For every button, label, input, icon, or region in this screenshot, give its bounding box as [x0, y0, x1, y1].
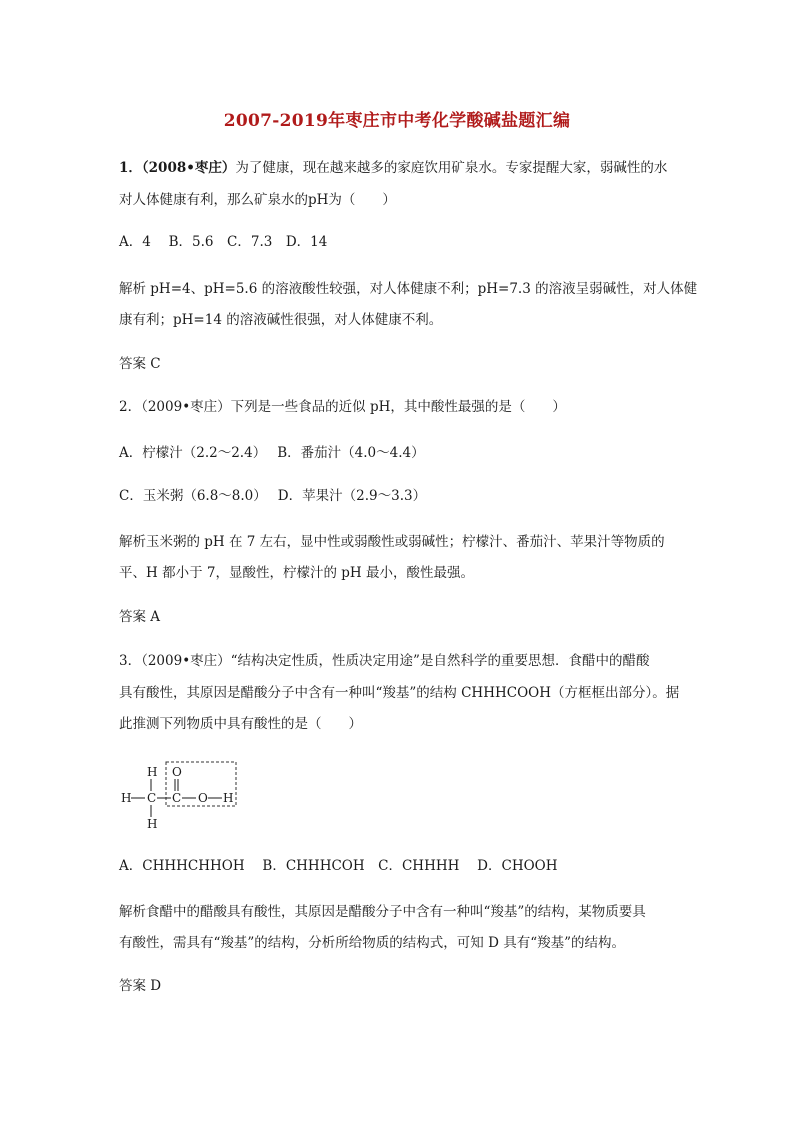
q1-options: A．4 B．5.6 C．7.3 D．14	[119, 234, 328, 250]
q2-options-line1: A．柠檬汁（2.2～2.4） B．番茄汁（4.0～4.4）	[119, 445, 425, 461]
q1-analysis-line1: 解析 pH=4、pH=5.6 的溶液酸性较强，对人体健康不利；pH=7.3 的溶液呈弱碱性，对人体健	[119, 281, 698, 297]
q3-stem-line1: 3．（2009•枣庄）“结构决定性质，性质决定用途”是自然科学的重要思想．食醋中的醋酸	[119, 653, 650, 669]
formula-h-top: H	[147, 765, 158, 779]
q2-options-line2: C．玉米粥（6.8～8.0） D．苹果汁（2.9～3.3）	[119, 488, 427, 504]
q1-number: 1．	[119, 160, 142, 176]
formula-h-left: H	[121, 791, 132, 805]
formula-h-right: H	[223, 791, 234, 805]
q3-answer: 答案 D	[119, 978, 162, 994]
q2-analysis-line2: 平、H 都小于 7，显酸性，柠檬汁的 pH 最小，酸性最强。	[119, 565, 474, 581]
formula-o-right: O	[198, 791, 208, 805]
q2-stem: 2．（2009•枣庄）下列是一些食品的近似 pH，其中酸性最强的是（ ）	[119, 399, 566, 415]
q3-analysis-line2: 有酸性，需具有“羧基”的结构，分析所给物质的结构式，可知 D 具有“羧基”的结构。	[119, 935, 626, 951]
q3-options: A．CHHHCHHOH B．CHHHCOH C．CHHHH D．CHOOH	[119, 858, 558, 874]
q1-source: （2008•枣庄）	[141, 160, 236, 176]
q3-stem-line3: 此推测下列物质中具有酸性的是（ ）	[119, 716, 362, 732]
q1-analysis-line2: 康有利；pH=14 的溶液碱性很强，对人体健康不利。	[119, 312, 443, 328]
formula-o-top: O	[172, 765, 182, 779]
q2-answer: 答案 A	[119, 609, 161, 625]
q1-stem-line2: 对人体健康有利，那么矿泉水的pH为（ ）	[119, 192, 396, 208]
q2-analysis-line1: 解析玉米粥的 pH 在 7 左右，显中性或弱酸性或弱碱性；柠檬汁、番茄汁、苹果汁等物质的	[119, 534, 665, 550]
q1-stem-line1	[119, 159, 679, 177]
formula-c2: C	[172, 791, 182, 805]
q1-answer: 答案 C	[119, 356, 161, 372]
q1-stem-text: 为了健康，现在越来越多的家庭饮用矿泉水。专家提醒大家，弱碱性的水	[235, 160, 668, 176]
formula-c1: C	[147, 791, 157, 805]
formula-h-bottom: H	[147, 817, 158, 831]
acetic-acid-structural-formula	[119, 760, 249, 832]
q3-stem-line2: 具有酸性，其原因是醋酸分子中含有一种叫“羧基”的结构 CHHHCOOH（方框框出部分）。据	[119, 685, 680, 701]
q3-analysis-line1: 解析食醋中的醋酸具有酸性，其原因是醋酸分子中含有一种叫“羧基”的结构，某物质要具	[119, 904, 646, 920]
document-title: 2007-2019年枣庄市中考化学酸碱盐题汇编	[223, 111, 571, 131]
